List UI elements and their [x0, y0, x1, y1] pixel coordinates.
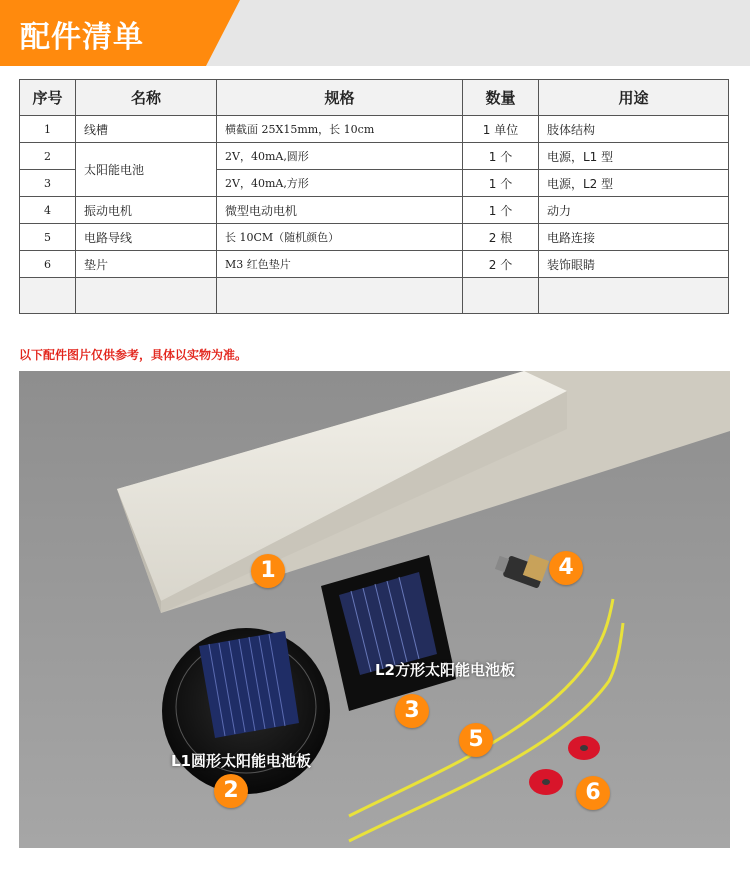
cell-spec: 微型电动电机: [217, 197, 463, 224]
parts-photo-drawing: [19, 371, 730, 848]
cell-use: 电源，L1 型: [539, 143, 729, 170]
badge-4: 4: [549, 551, 583, 585]
table-row: [20, 197, 729, 224]
cell-name: 振动电机: [76, 197, 217, 224]
column-header: 用途: [539, 80, 729, 116]
badge-3: 3: [395, 694, 429, 728]
cell-name: 线槽: [76, 116, 217, 143]
cell-no: 5: [20, 224, 76, 251]
cell-no: 3: [20, 170, 76, 197]
cell-spec: 2V，40mA,方形: [217, 170, 463, 197]
cell-qty: 1 个: [463, 197, 539, 224]
cell-spec: 横截面 25X15mm，长 10cm: [217, 116, 463, 143]
empty-cell: [463, 278, 539, 314]
table-row: [20, 143, 729, 170]
table-row: [20, 224, 729, 251]
cell-qty: 2 个: [463, 251, 539, 278]
badge-5: 5: [459, 723, 493, 757]
column-header: 规格: [217, 80, 463, 116]
cell-spec: 长 10CM（随机颜色）: [217, 224, 463, 251]
cell-spec: 2V，40mA,圆形: [217, 143, 463, 170]
table-row-empty: [20, 278, 729, 314]
cell-no: 6: [20, 251, 76, 278]
cell-qty: 1 个: [463, 143, 539, 170]
cell-qty: 1 个: [463, 170, 539, 197]
parts-table: [19, 79, 729, 314]
cell-use: 肢体结构: [539, 116, 729, 143]
empty-cell: [217, 278, 463, 314]
badge-6: 6: [576, 776, 610, 810]
badge-2: 2: [214, 774, 248, 808]
cell-use: 电路连接: [539, 224, 729, 251]
disclaimer-note: 以下配件图片仅供参考，具体以实物为准。: [19, 348, 248, 362]
empty-cell: [539, 278, 729, 314]
cell-qty: 2 根: [463, 224, 539, 251]
column-header: 数量: [463, 80, 539, 116]
cell-name: 电路导线: [76, 224, 217, 251]
badge-1: 1: [251, 554, 285, 588]
parts-photo: [19, 371, 730, 848]
empty-cell: [76, 278, 217, 314]
page-title: 配件清单: [20, 20, 144, 55]
round-panel-label: L1圆形太阳能电池板: [171, 752, 311, 770]
column-header: 名称: [76, 80, 217, 116]
cell-name: 垫片: [76, 251, 217, 278]
cell-spec: M3 红色垫片: [217, 251, 463, 278]
header-banner: [0, 0, 750, 66]
cell-no: 1: [20, 116, 76, 143]
cell-use: 装饰眼睛: [539, 251, 729, 278]
table-row: [20, 116, 729, 143]
cell-no: 4: [20, 197, 76, 224]
empty-cell: [20, 278, 76, 314]
cell-use: 电源，L2 型: [539, 170, 729, 197]
cell-no: 2: [20, 143, 76, 170]
square-panel-label: L2方形太阳能电池板: [375, 661, 515, 679]
cell-use: 动力: [539, 197, 729, 224]
table-header-row: [20, 80, 729, 116]
cell-name: 太阳能电池: [76, 143, 217, 197]
table-row: [20, 251, 729, 278]
cell-qty: 1 单位: [463, 116, 539, 143]
column-header: 序号: [20, 80, 76, 116]
